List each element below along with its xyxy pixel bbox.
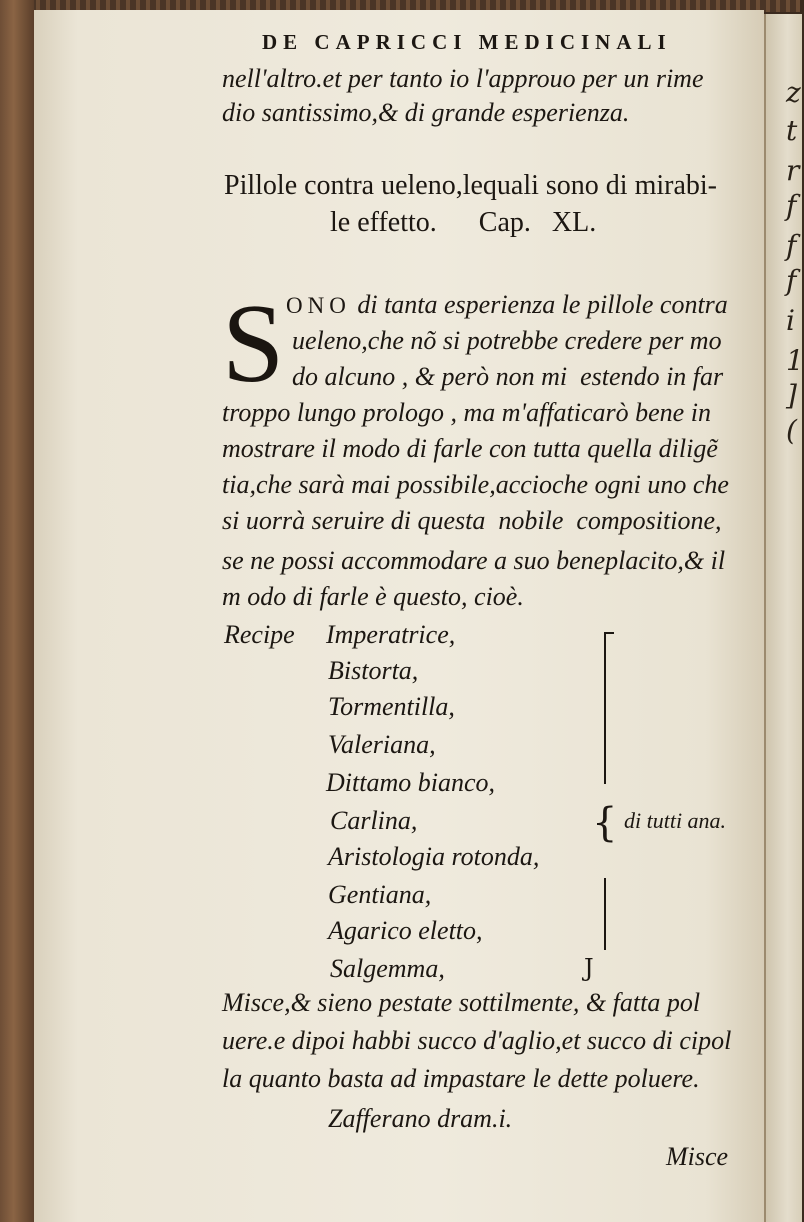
body-line-3: do alcuno , & però non mi estendo in far — [292, 362, 724, 391]
adjacent-page-edge: z t r f f f i 1 ] ( — [764, 14, 802, 1222]
closing-line-1: Misce,& sieno pestate sottilmente, & fatta pol — [222, 988, 701, 1017]
running-head: DE CAPRICCI MEDICINALI — [262, 30, 672, 54]
ingredient-7: Aristologia rotonda, — [328, 842, 540, 871]
brace-note: di tutti ana. — [624, 808, 727, 833]
ingredient-4: Valeriana, — [328, 730, 436, 759]
ingredient-3: Tormentilla, — [328, 692, 455, 721]
ingredient-1: Imperatrice, — [326, 620, 456, 649]
body-line-8: se ne possi accommodare a suo beneplacito,& il — [222, 546, 726, 575]
body-line-4: troppo lungo prologo , ma m'affaticarò bene in — [222, 398, 711, 427]
intro-line-1: nell'altro.et per tanto io l'approuo per un rime — [222, 64, 704, 93]
closing-line-4: Zafferano dram.i. — [328, 1104, 513, 1133]
catchword: Misce — [666, 1142, 729, 1171]
book-binding — [0, 0, 34, 1222]
body-line-9: m odo di farle è questo, cioè. — [222, 582, 524, 611]
ingredient-8: Gentiana, — [328, 880, 432, 909]
body-line-1-text: di tanta esperienza le pillole contra — [357, 290, 728, 319]
ingredient-6: Carlina, — [330, 806, 418, 835]
first-word: ONO — [286, 293, 351, 318]
ingredient-2: Bistorta, — [328, 656, 419, 685]
drop-cap: S — [222, 282, 285, 406]
body-line-1 — [286, 290, 728, 320]
body-line-7: si uorrà seruire di questa nobile compositione, — [222, 506, 722, 535]
closing-line-3: la quanto basta ad impastare le dette poluere. — [222, 1064, 700, 1093]
recipe-label: Recipe — [224, 620, 295, 649]
body-line-5: mostrare il modo di farle con tutta quella diligẽ — [222, 434, 718, 463]
ingredient-9: Agarico eletto, — [328, 916, 483, 945]
intro-line-2: dio santissimo,& di grande esperienza. — [222, 98, 630, 127]
chapter-title-line-1: Pillole contra ueleno,lequali sono di mirabi- — [224, 170, 717, 201]
chapter-title-line-2: le effetto. Cap. XL. — [330, 207, 597, 238]
ingredient-5: Dittamo bianco, — [326, 768, 495, 797]
body-line-2: ueleno,che nõ si potrebbe credere per mo — [292, 326, 722, 355]
body-line-6: tia,che sarà mai possibile,accioche ogni uno che — [222, 470, 729, 499]
ingredient-10: Salgemma, — [330, 954, 445, 983]
closing-line-2: uere.e dipoi habbi succo d'aglio,et succo di cipol — [222, 1026, 732, 1055]
